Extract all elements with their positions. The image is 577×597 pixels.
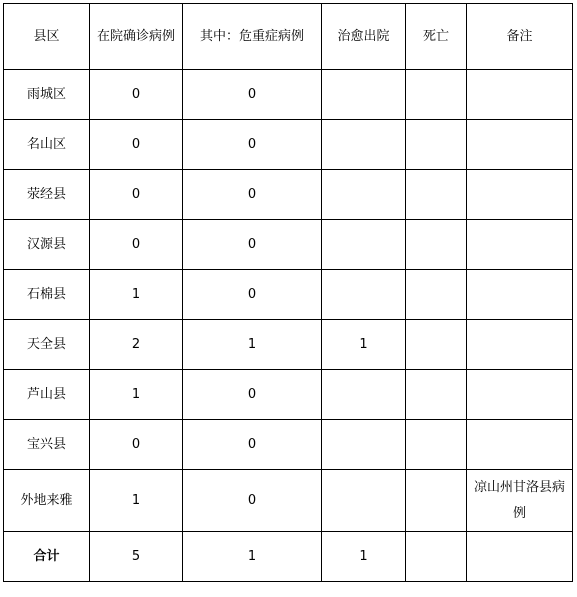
district-cell: 雨城区 — [4, 70, 90, 120]
severe-cell: 0 — [183, 420, 322, 470]
district-cell: 芦山县 — [4, 370, 90, 420]
cured-cell — [322, 370, 406, 420]
deaths-cell — [406, 320, 467, 370]
header-cured: 治愈出院 — [322, 4, 406, 70]
note-cell — [467, 170, 573, 220]
confirmed-cell: 0 — [90, 70, 183, 120]
cured-cell — [322, 470, 406, 532]
confirmed-cell: 1 — [90, 370, 183, 420]
case-statistics-table — [3, 3, 573, 582]
table-row — [4, 420, 573, 470]
district-cell: 汉源县 — [4, 220, 90, 270]
note-cell — [467, 270, 573, 320]
deaths-cell — [406, 170, 467, 220]
deaths-cell — [406, 470, 467, 532]
deaths-cell — [406, 220, 467, 270]
confirmed-cell: 0 — [90, 120, 183, 170]
confirmed-cell: 0 — [90, 170, 183, 220]
header-severe: 其中：危重症病例 — [183, 4, 322, 70]
note-cell — [467, 220, 573, 270]
confirmed-cell: 1 — [90, 270, 183, 320]
header-row — [4, 4, 573, 70]
severe-cell: 0 — [183, 70, 322, 120]
total-row — [4, 532, 573, 582]
confirmed-cell: 0 — [90, 220, 183, 270]
cured-cell — [322, 270, 406, 320]
deaths-cell — [406, 120, 467, 170]
district-cell: 名山区 — [4, 120, 90, 170]
header-note: 备注 — [467, 4, 573, 70]
table-row — [4, 70, 573, 120]
note-cell — [467, 420, 573, 470]
severe-cell: 0 — [183, 470, 322, 532]
table-row — [4, 220, 573, 270]
total-confirmed-cell: 5 — [90, 532, 183, 582]
note-cell — [467, 370, 573, 420]
severe-cell: 0 — [183, 270, 322, 320]
case-table-container — [3, 3, 573, 582]
total-deaths-cell — [406, 532, 467, 582]
district-cell: 荥经县 — [4, 170, 90, 220]
cured-cell — [322, 220, 406, 270]
confirmed-cell: 1 — [90, 470, 183, 532]
district-cell: 天全县 — [4, 320, 90, 370]
district-cell: 石棉县 — [4, 270, 90, 320]
deaths-cell — [406, 70, 467, 120]
header-confirmed: 在院确诊病例 — [90, 4, 183, 70]
header-district: 县区 — [4, 4, 90, 70]
table-row — [4, 120, 573, 170]
table-row — [4, 320, 573, 370]
note-cell: 凉山州甘洛县病例 — [467, 470, 573, 532]
header-deaths: 死亡 — [406, 4, 467, 70]
cured-cell — [322, 420, 406, 470]
note-cell — [467, 320, 573, 370]
note-cell — [467, 70, 573, 120]
severe-cell: 0 — [183, 120, 322, 170]
note-cell — [467, 120, 573, 170]
district-cell: 外地来雅 — [4, 470, 90, 532]
table-row — [4, 170, 573, 220]
total-cured-cell: 1 — [322, 532, 406, 582]
cured-cell — [322, 170, 406, 220]
cured-cell: 1 — [322, 320, 406, 370]
cured-cell — [322, 120, 406, 170]
district-cell: 宝兴县 — [4, 420, 90, 470]
severe-cell: 1 — [183, 320, 322, 370]
table-row — [4, 470, 573, 532]
deaths-cell — [406, 270, 467, 320]
severe-cell: 0 — [183, 220, 322, 270]
severe-cell: 0 — [183, 370, 322, 420]
severe-cell: 0 — [183, 170, 322, 220]
total-note-cell — [467, 532, 573, 582]
total-label-cell: 合计 — [4, 532, 90, 582]
table-row — [4, 270, 573, 320]
deaths-cell — [406, 420, 467, 470]
confirmed-cell: 2 — [90, 320, 183, 370]
table-row — [4, 370, 573, 420]
total-severe-cell: 1 — [183, 532, 322, 582]
cured-cell — [322, 70, 406, 120]
deaths-cell — [406, 370, 467, 420]
confirmed-cell: 0 — [90, 420, 183, 470]
